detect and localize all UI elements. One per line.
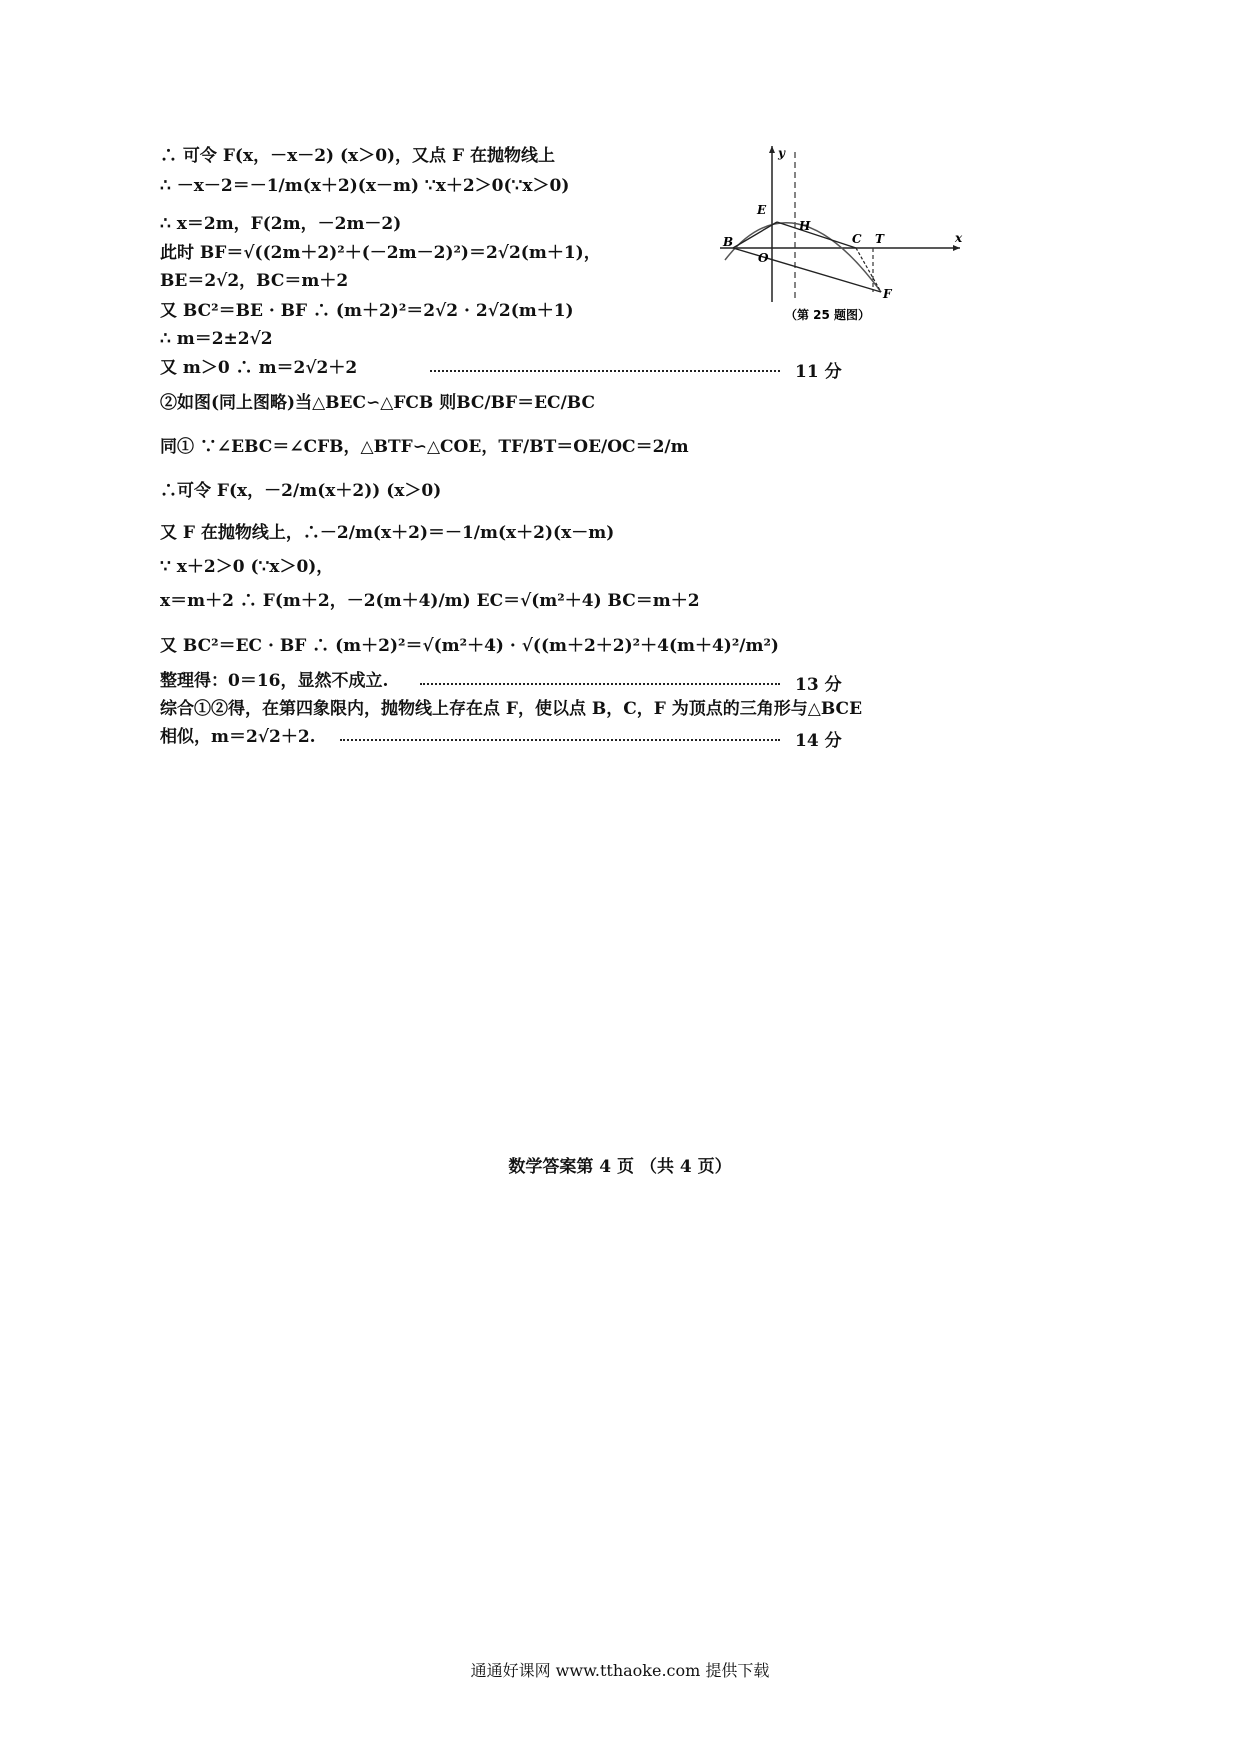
label-b: B bbox=[723, 235, 734, 249]
segment-be bbox=[733, 222, 777, 248]
line-6: 又 BC²＝BE · BF ∴ (m＋2)²＝2√2 · 2√2(m＋1) bbox=[160, 301, 574, 321]
label-f: F bbox=[883, 287, 892, 301]
label-e: E bbox=[757, 203, 767, 217]
score-leader-13 bbox=[420, 683, 780, 685]
line-8: 又 m＞0 ∴ m＝2√2＋2 bbox=[160, 358, 358, 378]
line-14: x＝m＋2 ∴ F(m＋2，－2(m＋4)/m) EC＝√(m²＋4) BC＝m＋2 bbox=[160, 591, 700, 611]
line-10: 同① ∵∠EBC＝∠CFB，△BTF∽△COE，TF/BT＝OE/OC＝2/m bbox=[160, 437, 689, 457]
line-16: 整理得：0＝16，显然不成立. bbox=[160, 671, 389, 691]
segment-bf bbox=[733, 248, 881, 292]
score-14: 14 分 bbox=[795, 731, 842, 751]
line-3: ∴ x＝2m，F(2m，－2m－2) bbox=[160, 214, 402, 234]
label-y: y bbox=[778, 146, 785, 160]
page-number-footer: 数学答案第 4 页 （共 4 页） bbox=[508, 1157, 732, 1177]
y-axis-arrow bbox=[769, 146, 775, 153]
label-o: O bbox=[758, 251, 769, 265]
line-5: BE＝2√2，BC＝m＋2 bbox=[160, 271, 349, 291]
score-13: 13 分 bbox=[795, 675, 842, 695]
line-2: ∴ －x－2＝－1/m(x＋2)(x－m) ∵x＋2＞0(∵x＞0) bbox=[160, 176, 570, 196]
source-footer: 通通好课网 www.tthaoke.com 提供下载 bbox=[470, 1661, 770, 1680]
parabola-figure bbox=[715, 142, 965, 327]
label-x: x bbox=[955, 231, 963, 245]
label-c: C bbox=[852, 232, 862, 246]
line-9: ②如图(同上图略)当△BEC∽△FCB 则BC/BF＝EC/BC bbox=[160, 393, 595, 413]
score-leader-11 bbox=[430, 370, 780, 372]
score-11: 11 分 bbox=[795, 362, 842, 382]
label-h: H bbox=[799, 219, 811, 233]
line-13: ∵ x＋2＞0 (∵x＞0)， bbox=[160, 557, 334, 577]
label-t: T bbox=[875, 232, 884, 246]
line-12: 又 F 在抛物线上，∴－2/m(x＋2)＝－1/m(x＋2)(x－m) bbox=[160, 523, 615, 543]
score-leader-14 bbox=[340, 739, 780, 741]
segment-ec bbox=[777, 222, 856, 248]
line-11: ∴可令 F(x，－2/m(x＋2)) (x＞0) bbox=[160, 481, 442, 501]
line-7: ∴ m＝2±2√2 bbox=[160, 329, 273, 349]
line-4: 此时 BF＝√((2m＋2)²＋(－2m－2)²)＝2√2(m＋1)， bbox=[160, 243, 601, 263]
x-axis-arrow bbox=[953, 245, 960, 251]
line-15: 又 BC²＝EC · BF ∴ (m＋2)²＝√(m²＋4) · √((m＋2＋2)²＋4(m＋4)²/m²) bbox=[160, 636, 779, 656]
line-18: 相似，m＝2√2＋2. bbox=[160, 727, 316, 747]
line-17: 综合①②得，在第四象限内，抛物线上存在点 F，使以点 B，C，F 为顶点的三角形与△BCE bbox=[160, 699, 863, 719]
figure-caption: （第 25 题图） bbox=[785, 308, 871, 322]
line-1: ∴ 可令 F(x，－x－2) (x＞0)，又点 F 在抛物线上 bbox=[160, 146, 555, 166]
